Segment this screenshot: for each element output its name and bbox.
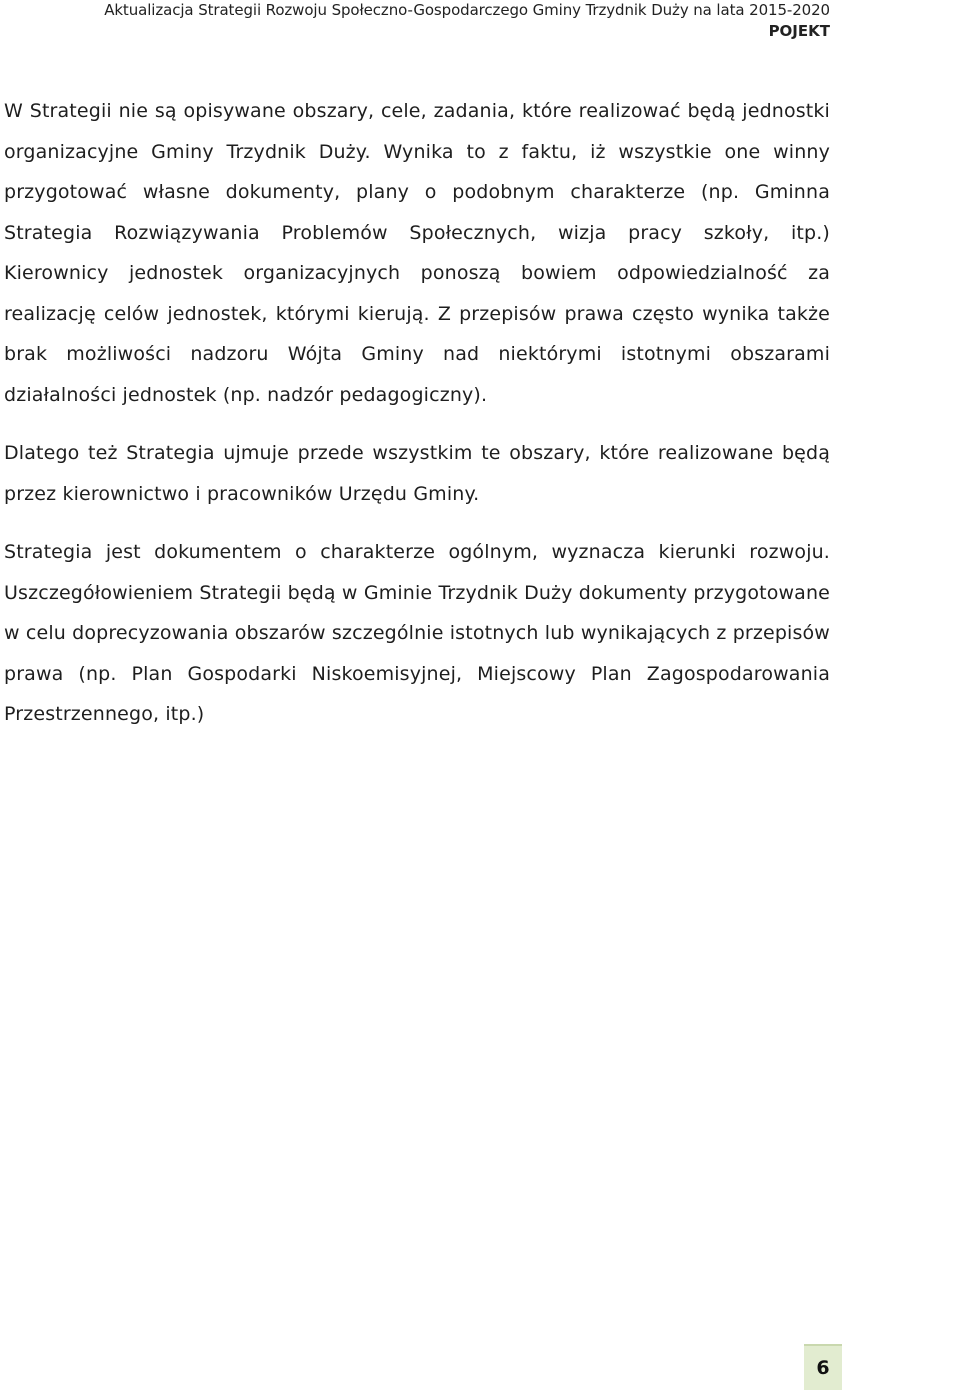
paragraph: Strategia jest dokumentem o charakterze ogólnym, wyznacza kierunki rozwoju. Uszczegółowieniem Strategii będą w Gminie Trzydnik Duży dokumenty przygotowane w celu doprecyzowania obszarów szczególnie istotnych lub wynikających z przepisów prawa (np. Plan Gospodarki Niskoemisyjnej, Miejscowy Plan Zagospodarowania Przestrzennego, itp.) [4, 541, 830, 725]
document-body [4, 91, 830, 753]
paragraph: W Strategii nie są opisywane obszary, cele, zadania, które realizować będą jednostki organizacyjne Gminy Trzydnik Duży. Wynika to z faktu, iż wszystkie one winny przygotować własne dokumenty, plany o podobnym charakterze (np. Gminna Strategia Rozwiązywania Problemów Społecznych, wizja pracy szkoły, itp.) Kierownicy jednostek organizacyjnych ponoszą bowiem odpowiedzialność za realizację celów jednostek, którymi kierują. Z przepisów prawa często wynika także brak możliwości nadzoru Wójta Gminy nad niektórymi istotnymi obszarami działalności jednostek (np. nadzór pedagogiczny). [4, 100, 830, 406]
paragraph: Dlatego też Strategia ujmuje przede wszystkim te obszary, które realizowane będą przez kierownictwo i pracowników Urzędu Gminy. [4, 442, 830, 505]
document-status: POJEKT [768, 22, 830, 40]
document-title: Aktualizacja Strategii Rozwoju Społeczno-Gospodarczego Gminy Trzydnik Duży na lata 2015-2020 [104, 1, 830, 19]
page-header [0, 0, 830, 42]
page-number: 6 [804, 1344, 842, 1390]
